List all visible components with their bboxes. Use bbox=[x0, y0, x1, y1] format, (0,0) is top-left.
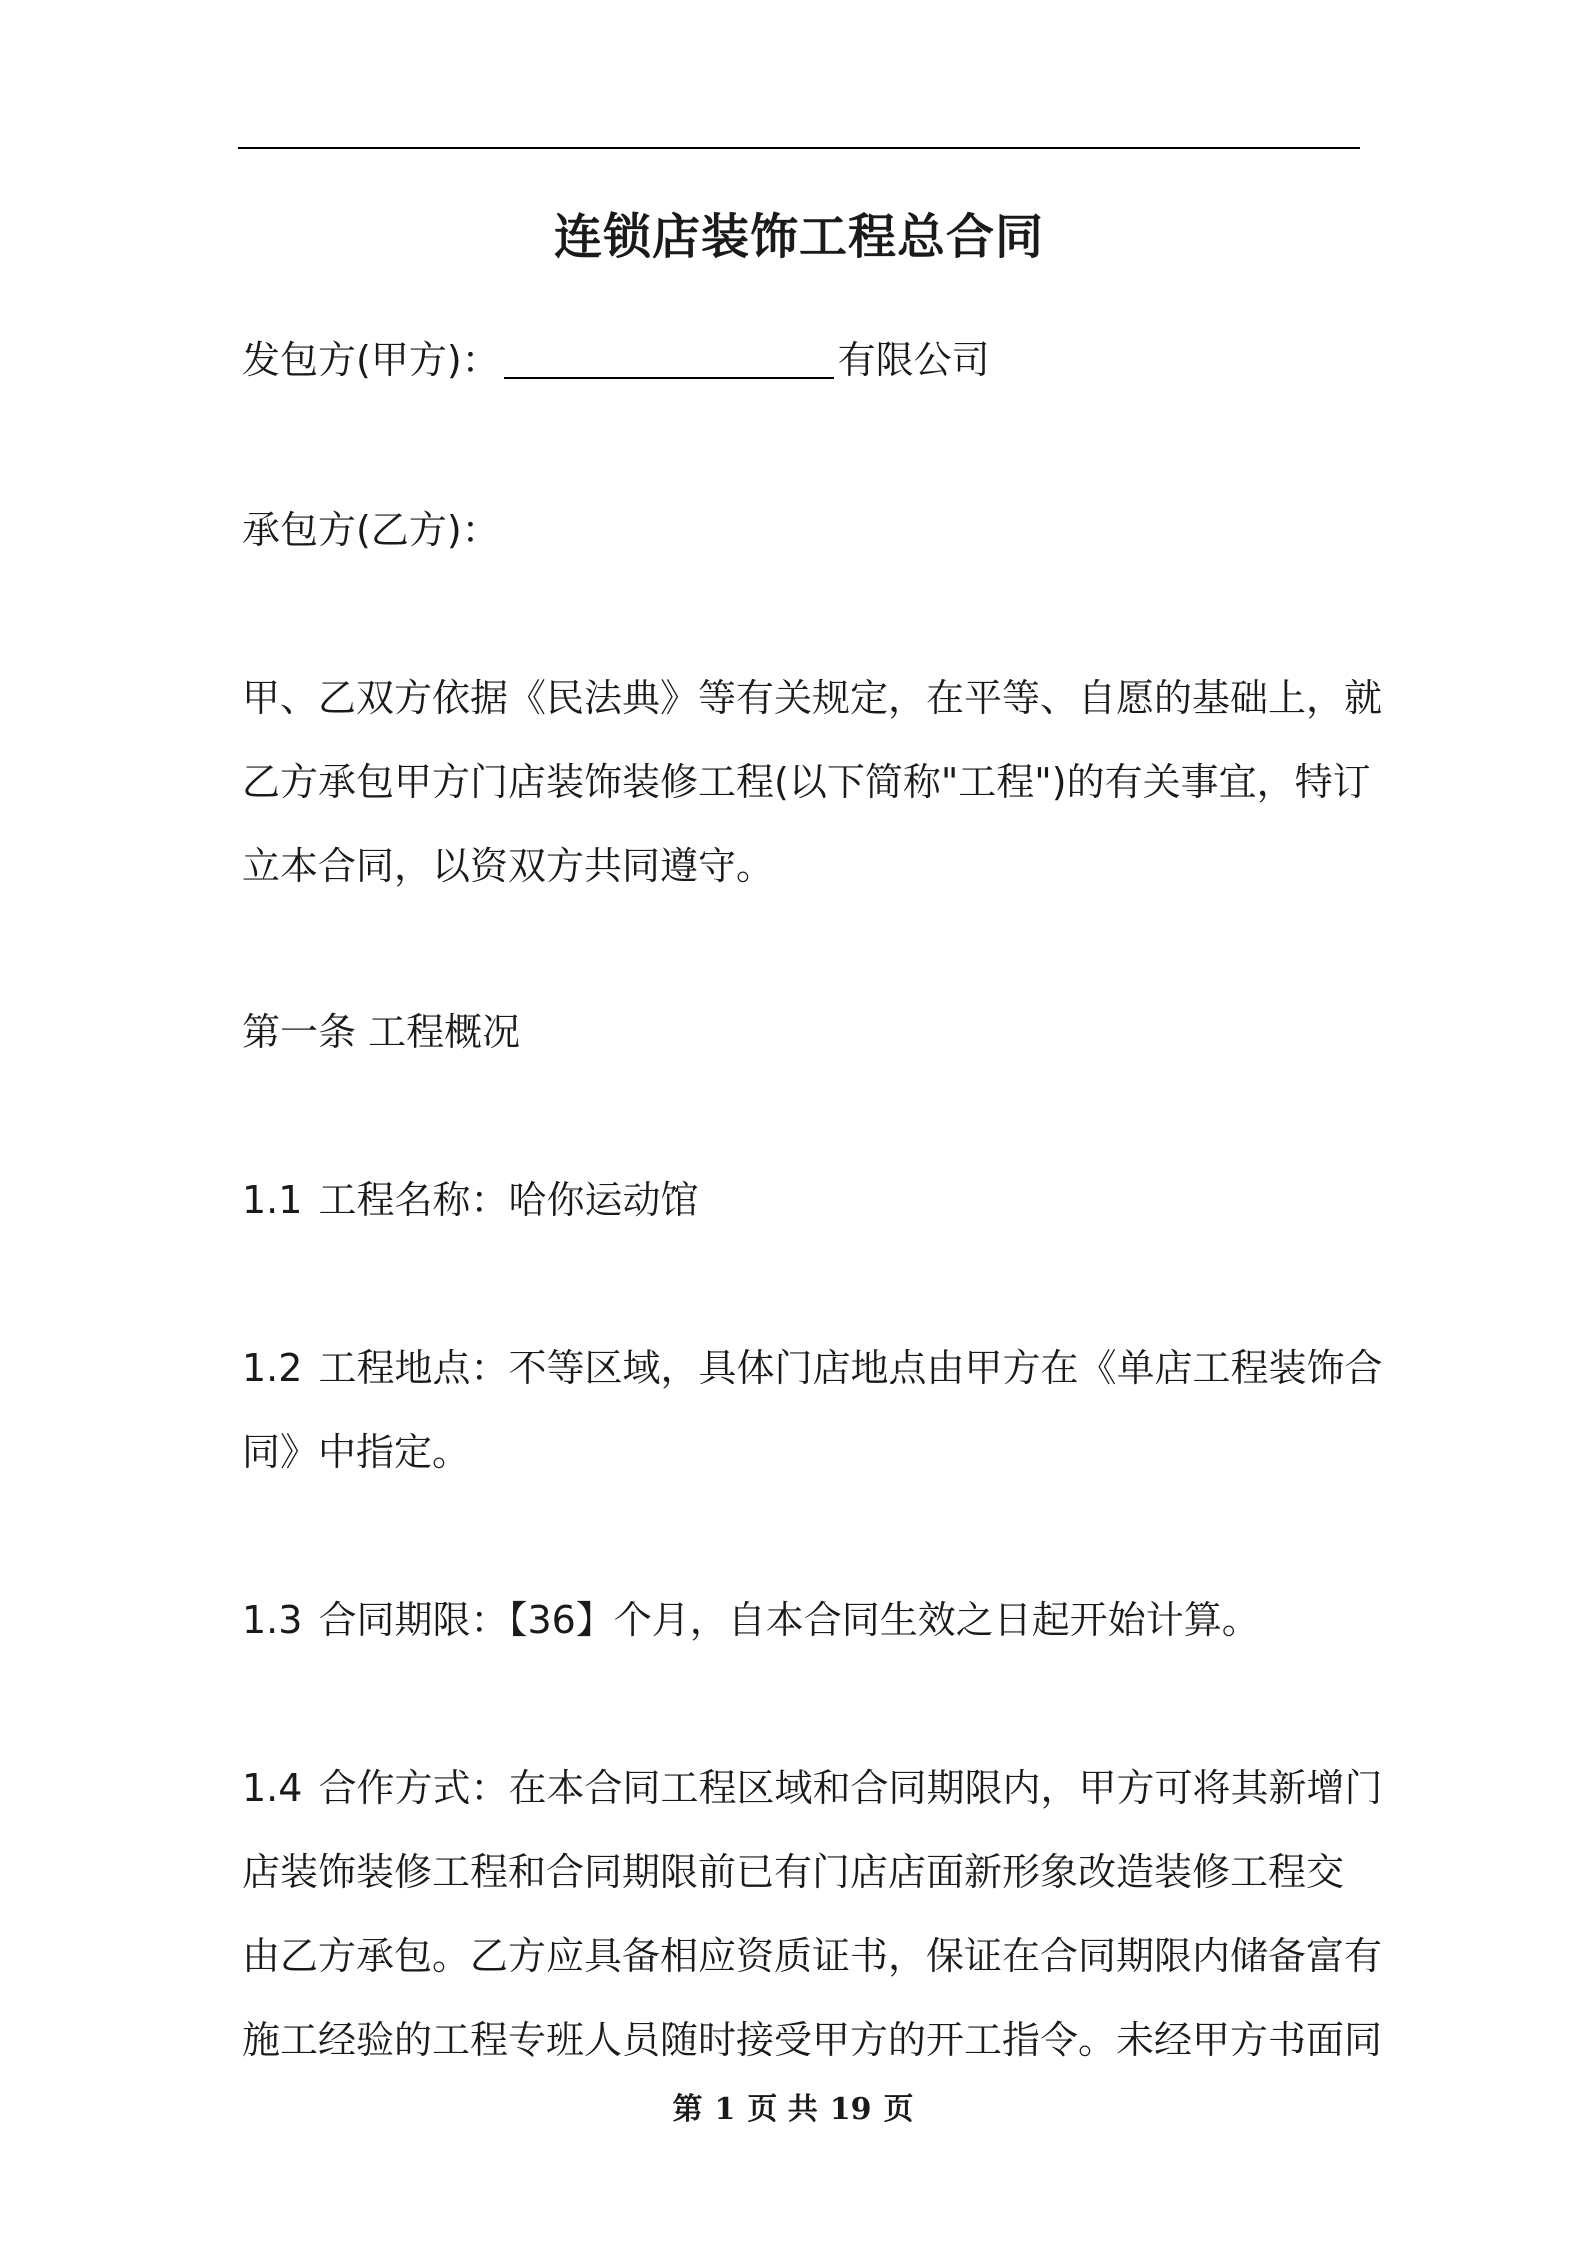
party-a-suffix: 有限公司 bbox=[837, 338, 990, 382]
item-number: 1.3 bbox=[242, 1598, 303, 1642]
item-1-2-line-2: 同》中指定。 bbox=[242, 1430, 471, 1474]
item-1-4-line-3: 由乙方承包。乙方应具备相应资质证书，保证在合同期限内储备富有 bbox=[242, 1934, 1383, 1978]
article-1-heading: 第一条 工程概况 bbox=[242, 1010, 521, 1054]
party-b-line bbox=[242, 488, 1364, 572]
item-number: 1.2 bbox=[242, 1346, 303, 1390]
party-b-label: 承包方(乙方)： bbox=[242, 508, 500, 552]
item-number: 1.4 bbox=[242, 1766, 303, 1810]
page-footer bbox=[0, 2090, 1586, 2130]
preamble-line-2: 乙方承包甲方门店装饰装修工程(以下简称"工程")的有关事宜，特订 bbox=[242, 760, 1371, 804]
document-title: 连锁店装饰工程总合同 bbox=[553, 209, 1044, 265]
item-text: 合作方式：在本合同工程区域和合同期限内，甲方可将其新增门 bbox=[318, 1766, 1383, 1810]
header-rule bbox=[238, 147, 1360, 149]
footer-prefix: 第 bbox=[672, 2092, 703, 2127]
item-1-4-line-4: 施工经验的工程专班人员随时接受甲方的开工指令。未经甲方书面同 bbox=[242, 2018, 1383, 2062]
item-text: 合同期限：【36】个月，自本合同生效之日起开始计算。 bbox=[318, 1598, 1260, 1642]
item-1-4-line-2: 店装饰装修工程和合同期限前已有门店店面新形象改造装修工程交 bbox=[242, 1850, 1345, 1894]
preamble-line-1: 甲、乙双方依据《民法典》等有关规定，在平等、自愿的基础上，就 bbox=[242, 676, 1383, 720]
item-1-1 bbox=[242, 1158, 1364, 1242]
item-1-3 bbox=[242, 1578, 1364, 1662]
item-number: 1.1 bbox=[242, 1178, 303, 1222]
item-text: 工程地点：不等区域，具体门店地点由甲方在《单店工程装饰合 bbox=[318, 1346, 1383, 1390]
footer-middle: 页 共 bbox=[747, 2092, 818, 2127]
footer-page-number: 1 bbox=[714, 2092, 736, 2127]
preamble-line-3: 立本合同，以资双方共同遵守。 bbox=[242, 844, 775, 888]
party-a-label: 发包方(甲方)： bbox=[242, 338, 500, 382]
party-a-name-blank bbox=[504, 337, 834, 379]
party-a-line bbox=[242, 318, 1364, 402]
footer-total-pages: 19 bbox=[829, 2092, 872, 2127]
item-text: 工程名称：哈你运动馆 bbox=[318, 1178, 699, 1222]
item-1-2-line-1 bbox=[242, 1326, 1383, 1410]
item-1-4-line-1 bbox=[242, 1746, 1383, 1830]
footer-suffix: 页 bbox=[883, 2092, 914, 2127]
